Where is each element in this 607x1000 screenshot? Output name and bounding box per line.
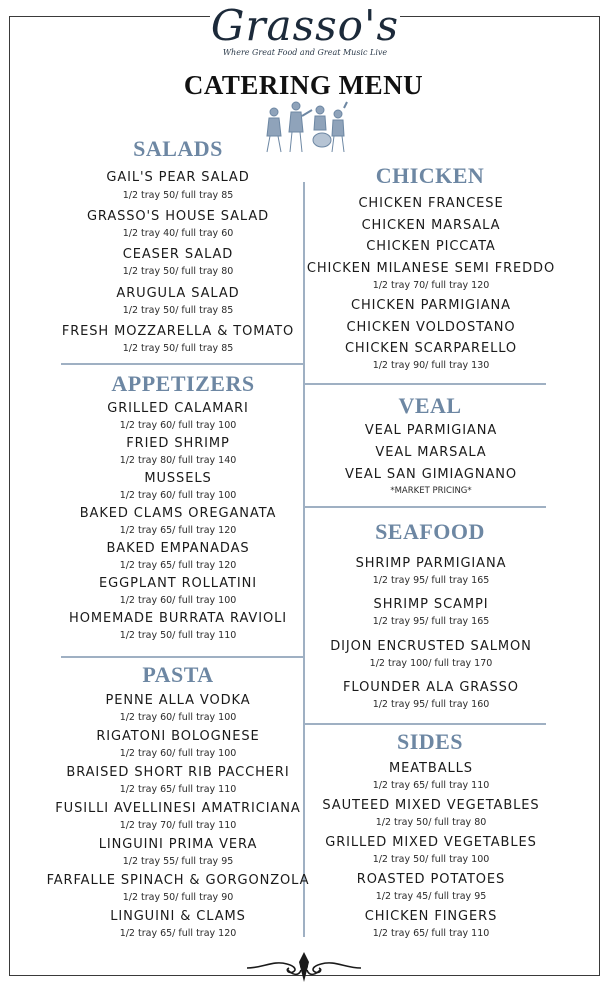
menu-item: GRILLED CALAMARI <box>107 401 249 416</box>
menu-price: 1/2 tray 70/ full tray 120 <box>372 280 490 291</box>
menu-item: LINGUINI PRIMA VERA <box>98 837 258 852</box>
menu-item: SAUTEED MIXED VEGETABLES <box>322 798 540 813</box>
section-divider <box>304 506 546 508</box>
menu-item: CHICKEN FINGERS <box>364 909 498 924</box>
menu-price: 1/2 tray 40/ full tray 60 <box>122 228 234 239</box>
menu-item: CHICKEN PICCATA <box>366 239 496 254</box>
menu-item: FARFALLE SPINACH & GORGONZOLA <box>46 873 310 888</box>
section-divider <box>61 363 303 365</box>
section-heading-appetizers: APPETIZERS <box>111 371 255 396</box>
menu-price: 1/2 tray 50/ full tray 110 <box>119 630 237 641</box>
menu-item: LINGUINI & CLAMS <box>110 909 246 924</box>
section-heading-seafood: SEAFOOD <box>375 519 485 544</box>
menu-item: GAIL'S PEAR SALAD <box>106 170 250 185</box>
menu-price: 1/2 tray 95/ full tray 160 <box>372 699 490 710</box>
menu-item: SHRIMP SCAMPI <box>373 597 489 612</box>
menu-item: VEAL MARSALA <box>375 445 487 460</box>
menu-price: 1/2 tray 50/ full tray 100 <box>372 854 490 865</box>
flourish-ornament-icon <box>243 948 365 986</box>
section-divider <box>61 656 303 658</box>
menu-price: 1/2 tray 50/ full tray 85 <box>122 343 234 354</box>
menu-price: 1/2 tray 60/ full tray 100 <box>119 595 237 606</box>
logo <box>210 2 400 70</box>
menu-item: ARUGULA SALAD <box>116 286 240 301</box>
tagline: Where Great Food and Great Music Live <box>222 48 388 57</box>
menu-price: 1/2 tray 65/ full tray 110 <box>372 780 490 791</box>
menu-price: 1/2 tray 50/ full tray 90 <box>122 892 234 903</box>
menu-item: BRAISED SHORT RIB PACCHERI <box>66 765 290 780</box>
page-title: CATERING MENU <box>183 70 424 100</box>
menu-item: HOMEMADE BURRATA RAVIOLI <box>69 611 287 626</box>
menu-price: 1/2 tray 50/ full tray 85 <box>122 305 234 316</box>
section-heading-pasta: PASTA <box>142 662 214 687</box>
menu-item: CEASER SALAD <box>122 247 234 262</box>
menu-item: FLOUNDER ALA GRASSO <box>343 680 519 695</box>
menu-item: VEAL SAN GIMIAGNANO <box>345 467 517 482</box>
menu-price: 1/2 tray 65/ full tray 120 <box>119 525 237 536</box>
menu-price: 1/2 tray 70/ full tray 110 <box>119 820 237 831</box>
menu-price: 1/2 tray 95/ full tray 165 <box>372 575 490 586</box>
menu-price: 1/2 tray 65/ full tray 110 <box>372 928 490 939</box>
menu-price: 1/2 tray 65/ full tray 120 <box>119 560 237 571</box>
menu-item: FUSILLI AVELLINESI AMATRICIANA <box>55 801 301 816</box>
menu-price: 1/2 tray 60/ full tray 100 <box>119 420 237 431</box>
section-divider <box>304 383 546 385</box>
section-heading-chicken: CHICKEN <box>375 163 485 188</box>
menu-price: 1/2 tray 90/ full tray 130 <box>372 360 490 371</box>
menu-price: 1/2 tray 45/ full tray 95 <box>375 891 487 902</box>
menu-item: CHICKEN MARSALA <box>361 218 501 233</box>
menu-item: VEAL PARMIGIANA <box>364 423 498 438</box>
menu-item: MEATBALLS <box>389 761 473 776</box>
menu-price: 1/2 tray 50/ full tray 80 <box>122 266 234 277</box>
menu-item: GRILLED MIXED VEGETABLES <box>325 835 537 850</box>
menu-item: FRESH MOZZARELLA & TOMATO <box>61 324 295 339</box>
menu-item: ROASTED POTATOES <box>356 872 506 887</box>
menu-item: BAKED CLAMS OREGANATA <box>79 506 277 521</box>
menu-item: RIGATONI BOLOGNESE <box>96 729 260 744</box>
menu-item: GRASSO'S HOUSE SALAD <box>86 209 270 224</box>
menu-item: CHICKEN FRANCESE <box>358 196 504 211</box>
menu-item: PENNE ALLA VODKA <box>105 693 251 708</box>
menu-item: FRIED SHRIMP <box>126 436 230 451</box>
menu-price: 1/2 tray 65/ full tray 120 <box>119 928 237 939</box>
section-heading-salads: SALADS <box>133 136 223 161</box>
market-pricing-note: *MARKET PRICING* <box>390 486 472 496</box>
menu-price: 1/2 tray 65/ full tray 110 <box>119 784 237 795</box>
menu-price: 1/2 tray 60/ full tray 100 <box>119 748 237 759</box>
section-divider <box>304 723 546 725</box>
menu-item: CHICKEN VOLDOSTANO <box>346 320 516 335</box>
menu-item: CHICKEN MILANESE SEMI FREDDO <box>306 261 556 276</box>
menu-price: 1/2 tray 55/ full tray 95 <box>122 856 234 867</box>
menu-price: 1/2 tray 100/ full tray 170 <box>369 658 493 669</box>
menu-item: DIJON ENCRUSTED SALMON <box>330 639 532 654</box>
menu-price: 1/2 tray 95/ full tray 165 <box>372 616 490 627</box>
menu-price: 1/2 tray 50/ full tray 80 <box>375 817 487 828</box>
menu-price: 1/2 tray 50/ full tray 85 <box>122 190 234 201</box>
menu-item: SHRIMP PARMIGIANA <box>355 556 507 571</box>
menu-item: CHICKEN PARMIGIANA <box>351 298 511 313</box>
menu-item: CHICKEN SCARPARELLO <box>344 341 518 356</box>
section-heading-veal: VEAL <box>398 393 462 418</box>
menu-price: 1/2 tray 60/ full tray 100 <box>119 712 237 723</box>
menu-item: MUSSELS <box>144 471 212 486</box>
menu-item: EGGPLANT ROLLATINI <box>99 576 257 591</box>
menu-price: 1/2 tray 60/ full tray 100 <box>119 490 237 501</box>
menu-item: BAKED EMPANADAS <box>106 541 250 556</box>
section-heading-sides: SIDES <box>396 729 464 754</box>
logo-text: Grasso's <box>210 1 400 50</box>
menu-price: 1/2 tray 80/ full tray 140 <box>119 455 237 466</box>
